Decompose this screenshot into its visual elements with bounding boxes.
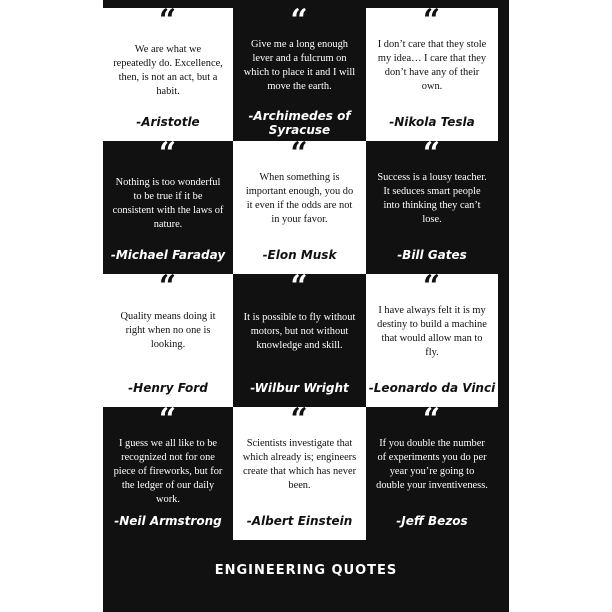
quote-text: I have always felt it is my destiny to build a machine that would allow man to fly.: [377, 305, 487, 358]
quote-mark-icon: “: [290, 274, 309, 304]
quote-author: -Bill Gates: [397, 248, 467, 262]
quote-mark-icon: “: [158, 141, 178, 171]
quote-mark-icon: “: [290, 407, 309, 437]
quote-mark-icon: “: [422, 407, 442, 437]
quote-card-bezos: [366, 407, 498, 540]
quote-card-faraday: [103, 141, 233, 274]
quote-grid: [103, 8, 509, 540]
quote-card-einstein: [233, 407, 366, 540]
quote-mark-icon: “: [422, 8, 442, 38]
quote-card-musk: [233, 141, 366, 274]
quote-author: -Albert Einstein: [246, 514, 353, 528]
quote-mark-icon: “: [422, 274, 442, 304]
quote-author: -Michael Faraday: [110, 248, 226, 262]
quote-mark-icon: “: [290, 8, 309, 38]
quote-text: When something is important enough, you do it even if the odds are not in your favor.: [245, 172, 354, 225]
poster-title: ENGINEERING QUOTES: [214, 563, 398, 578]
quote-text: If you double the number of experiments you do per year you’re going to double your inventiveness.: [376, 438, 488, 491]
quote-mark-icon: “: [158, 274, 178, 304]
quote-card-wright: [233, 274, 366, 407]
quote-text: Scientists investigate that which already is; engineers create that which has never been.: [242, 438, 357, 491]
quote-card-tesla: [366, 8, 498, 141]
quote-card-gates: [366, 141, 498, 274]
quote-text: Nothing is too wonderful to be true if it be consistent with the laws of nature.: [112, 177, 224, 230]
quote-author: -Leonardo da Vinci: [368, 381, 496, 395]
quote-mark-icon: “: [158, 407, 178, 437]
quote-text: Quality means doing it right when no one is looking.: [120, 311, 216, 350]
quote-mark-icon: “: [422, 141, 442, 171]
quote-card-da-vinci: [366, 274, 498, 407]
quote-author: -Neil Armstrong: [114, 514, 222, 528]
quote-text: I don’t care that they stole my idea… I care that they don’t have any of their own.: [377, 39, 487, 92]
quote-card-aristotle: [103, 8, 233, 141]
quote-author: -Elon Musk: [262, 248, 337, 262]
quote-author: -Nikola Tesla: [389, 115, 475, 129]
quote-card-archimedes: [233, 8, 366, 141]
quote-card-armstrong: [103, 407, 233, 540]
quote-author: -Aristotle: [136, 115, 200, 129]
quote-text: I guess we all like to be recognized not for one piece of fireworks, but for the ledger of our daily work.: [113, 438, 223, 505]
quote-author: -Wilbur Wright: [250, 381, 349, 395]
quotes-poster: [103, 0, 509, 612]
quote-text: It is possible to fly without motors, but not without knowledge and skill.: [243, 312, 356, 351]
quote-author: -Jeff Bezos: [396, 514, 468, 528]
quote-text: Success is a lousy teacher. It seduces smart people into thinking they can’t lose.: [377, 172, 487, 225]
quote-author: -Archimedes of Syracuse: [248, 109, 351, 137]
quote-mark-icon: “: [290, 141, 309, 171]
quote-author: -Henry Ford: [128, 381, 208, 395]
quote-text: We are what we repeatedly do. Excellence, then, is not an act, but a habit.: [113, 44, 223, 97]
quote-card-ford: [103, 274, 233, 407]
quote-text: Give me a long enough lever and a fulcrum on which to place it and I will move the earth.: [243, 39, 356, 92]
quote-mark-icon: “: [158, 8, 178, 38]
